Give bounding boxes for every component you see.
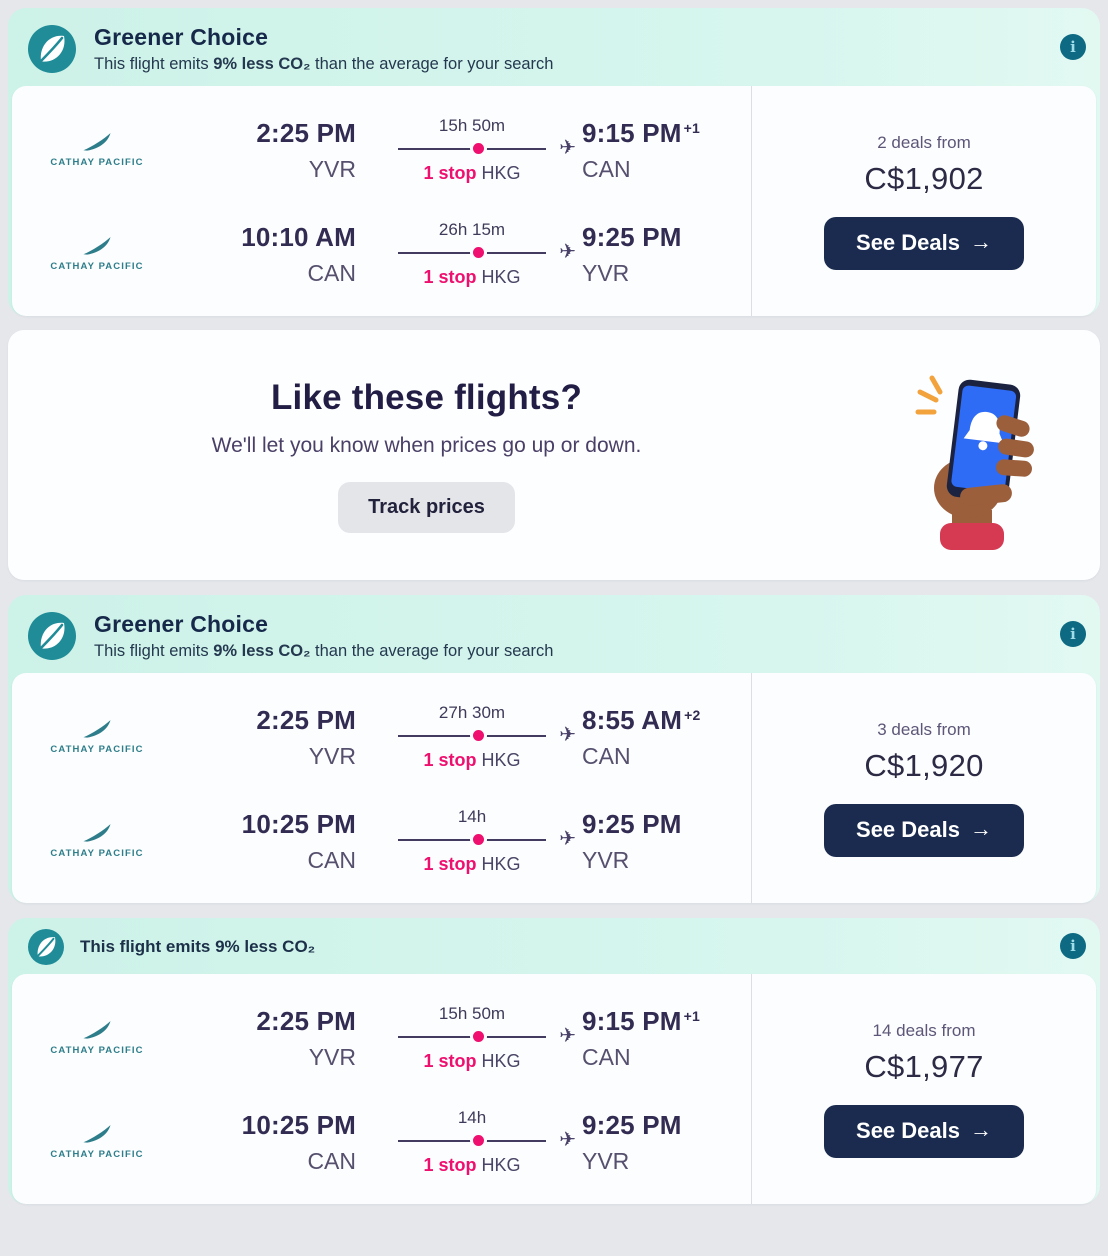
flight-legs — [12, 86, 751, 316]
route-line — [398, 826, 576, 850]
stops-label: 1 stop — [423, 1051, 477, 1071]
stop-airport: HKG — [481, 854, 521, 874]
banner-title: Greener Choice — [94, 611, 269, 637]
departure — [182, 222, 372, 287]
deals-count-label: 2 deals from — [877, 132, 971, 152]
arrival — [572, 118, 751, 183]
route-info — [372, 1004, 576, 1072]
arrival — [572, 222, 751, 287]
arrival-time: 9:15 PM $^{+1}$ — [582, 117, 701, 148]
banner-text — [80, 937, 315, 957]
plane-icon: ✈ — [559, 1023, 576, 1047]
plane-icon: ✈ — [559, 1127, 576, 1151]
deals-count-label: 14 deals from — [872, 1020, 976, 1040]
arrow-right-icon: → — [969, 1117, 992, 1142]
banner-text — [94, 611, 553, 661]
departure — [182, 705, 372, 770]
airline-logo — [12, 719, 182, 755]
duration-label: 14h — [457, 807, 487, 826]
route-info — [372, 703, 576, 771]
stops-label: 1 stop — [423, 750, 477, 770]
departure-airport: CAN — [307, 259, 356, 286]
airline-logo — [12, 236, 182, 272]
departure — [182, 1110, 372, 1175]
flight-leg-outbound — [12, 693, 751, 781]
deals-panel — [751, 974, 1096, 1204]
cathay-pacific-wing-icon — [79, 719, 115, 741]
stops-info — [423, 1051, 520, 1072]
flight-leg-outbound — [12, 106, 751, 194]
stop-airport: HKG — [481, 1155, 521, 1175]
flight-legs — [12, 974, 751, 1204]
phone-bell-illustration — [845, 360, 1100, 550]
departure — [182, 118, 372, 183]
price-alert-content — [8, 378, 845, 533]
departure-time: 2:25 PM — [256, 704, 356, 735]
duration-label: 15h 50m — [438, 116, 506, 135]
arrival-time: 9:15 PM $^{+1}$ — [582, 1005, 701, 1036]
stops-info — [423, 750, 520, 771]
see-deals-button[interactable]: See Deals → — [824, 217, 1024, 270]
plane-icon: ✈ — [559, 722, 576, 746]
departure-airport: YVR — [308, 742, 356, 769]
stop-airport: HKG — [481, 750, 521, 770]
cathay-pacific-wing-icon — [79, 1020, 115, 1042]
route-line — [398, 239, 576, 263]
cathay-pacific-wing-icon — [79, 132, 115, 154]
cathay-pacific-wing-icon — [79, 823, 115, 845]
arrival-time: 9:25 PM — [582, 1109, 682, 1140]
cathay-pacific-wing-icon — [79, 1124, 115, 1146]
arrival-time: 8:55 AM $^{+2}$ — [582, 704, 701, 735]
arrival-airport: CAN — [582, 155, 631, 182]
airline-name: CATHAY PACIFIC — [50, 744, 144, 755]
route-line — [398, 135, 576, 159]
arrow-right-icon: → — [969, 816, 992, 841]
route-info — [372, 116, 576, 184]
route-info — [372, 807, 576, 875]
departure-airport: CAN — [307, 846, 356, 873]
flight-card[interactable] — [12, 673, 1096, 903]
arrival — [572, 809, 751, 874]
departure-time: 2:25 PM — [256, 1005, 356, 1036]
departure-time: 10:10 AM — [241, 221, 356, 252]
greener-flight-group-1 — [8, 8, 1100, 316]
arrival-airport: YVR — [582, 1147, 630, 1174]
route-line — [398, 1023, 576, 1047]
flight-leg-outbound — [12, 994, 751, 1082]
airline-name: CATHAY PACIFIC — [50, 1149, 144, 1160]
airline-logo — [12, 1124, 182, 1160]
price-alert-card — [8, 330, 1100, 580]
flight-leg-return — [12, 1098, 751, 1186]
plane-icon: ✈ — [559, 135, 576, 159]
arrival — [572, 1006, 751, 1071]
arrival — [572, 705, 751, 770]
banner-subtitle: This flight emits 9% less CO₂ than the average for your search — [94, 642, 554, 660]
airline-name: CATHAY PACIFIC — [50, 1045, 144, 1056]
stops-label: 1 stop — [423, 854, 477, 874]
stops-label: 1 stop — [423, 267, 477, 287]
stops-info — [423, 163, 520, 184]
banner-subtitle: This flight emits 9% less CO₂ than the average for your search — [94, 55, 554, 73]
stop-dot-icon — [470, 1132, 487, 1149]
deals-panel — [751, 673, 1096, 903]
flight-leg-return — [12, 210, 751, 298]
route-info — [372, 1108, 576, 1176]
flight-card[interactable] — [12, 86, 1096, 316]
stop-dot-icon — [470, 244, 487, 261]
arrival-time: 9:25 PM — [582, 221, 682, 252]
flight-card[interactable] — [12, 974, 1096, 1204]
arrival-day-offset: +2 — [684, 706, 701, 723]
leaf-icon — [28, 929, 64, 965]
airline-name: CATHAY PACIFIC — [50, 157, 144, 168]
plane-icon: ✈ — [559, 239, 576, 263]
departure-time: 10:25 PM — [241, 1109, 356, 1140]
promo-subtitle: We'll let you know when prices go up or down. — [211, 433, 642, 457]
stops-info — [423, 267, 520, 288]
airline-logo — [12, 1020, 182, 1056]
price-label: C$1,920 — [864, 747, 984, 783]
arrival-day-offset: +1 — [683, 1007, 701, 1024]
departure-time: 10:25 PM — [241, 808, 356, 839]
track-prices-button[interactable]: Track prices — [338, 482, 515, 533]
info-icon[interactable]: i — [1060, 621, 1086, 647]
arrival-airport: CAN — [582, 742, 631, 769]
notification-rays — [918, 378, 940, 412]
airline-name: CATHAY PACIFIC — [50, 261, 144, 272]
flight-legs — [12, 673, 751, 903]
departure-airport: YVR — [308, 155, 356, 182]
stop-airport: HKG — [481, 1051, 521, 1071]
banner-subtitle: This flight emits 9% less CO₂ — [80, 937, 316, 956]
info-icon[interactable]: i — [1060, 933, 1086, 959]
greener-flight-group-2 — [8, 595, 1100, 903]
leaf-icon — [28, 25, 76, 73]
info-icon[interactable]: i — [1060, 34, 1086, 60]
stop-airport: HKG — [481, 267, 521, 287]
route-line — [398, 722, 576, 746]
stops-info — [423, 1155, 520, 1176]
stops-label: 1 stop — [423, 1155, 477, 1175]
price-label: C$1,902 — [864, 160, 984, 196]
duration-label: 26h 15m — [438, 220, 506, 239]
departure — [182, 1006, 372, 1071]
duration-label: 15h 50m — [438, 1004, 506, 1023]
duration-label: 14h — [457, 1108, 487, 1127]
greener-choice-banner-slim — [8, 918, 1100, 974]
stops-label: 1 stop — [423, 163, 477, 183]
greener-choice-banner — [8, 8, 1100, 86]
route-info — [372, 220, 576, 288]
duration-label: 27h 30m — [438, 703, 506, 722]
promo-title: Like these flights? — [270, 377, 583, 417]
arrival-airport: YVR — [582, 846, 630, 873]
banner-text — [94, 24, 553, 74]
price-label: C$1,977 — [864, 1048, 984, 1084]
route-line — [398, 1127, 576, 1151]
stop-dot-icon — [470, 140, 487, 157]
deals-count-label: 3 deals from — [877, 719, 971, 739]
departure-time: 2:25 PM — [256, 117, 356, 148]
arrival-day-offset: +1 — [683, 119, 701, 136]
deals-panel — [751, 86, 1096, 316]
stop-dot-icon — [470, 831, 487, 848]
greener-flight-group-3 — [8, 918, 1100, 1204]
greener-choice-banner — [8, 595, 1100, 673]
arrival-airport: CAN — [582, 1043, 631, 1070]
stops-info — [423, 854, 520, 875]
arrival-airport: YVR — [582, 259, 630, 286]
airline-logo — [12, 823, 182, 859]
departure-airport: YVR — [308, 1043, 356, 1070]
departure — [182, 809, 372, 874]
stop-dot-icon — [470, 727, 487, 744]
see-deals-button[interactable]: See Deals → — [824, 1105, 1024, 1158]
see-deals-button[interactable]: See Deals → — [824, 804, 1024, 857]
plane-icon: ✈ — [559, 826, 576, 850]
arrival — [572, 1110, 751, 1175]
airline-name: CATHAY PACIFIC — [50, 848, 144, 859]
leaf-icon — [28, 612, 76, 660]
departure-airport: CAN — [307, 1147, 356, 1174]
banner-title: Greener Choice — [94, 24, 269, 50]
flight-leg-return — [12, 797, 751, 885]
airline-logo — [12, 132, 182, 168]
stop-airport: HKG — [481, 163, 521, 183]
stop-dot-icon — [470, 1028, 487, 1045]
cathay-pacific-wing-icon — [79, 236, 115, 258]
arrow-right-icon: → — [969, 229, 992, 254]
arrival-time: 9:25 PM — [582, 808, 682, 839]
